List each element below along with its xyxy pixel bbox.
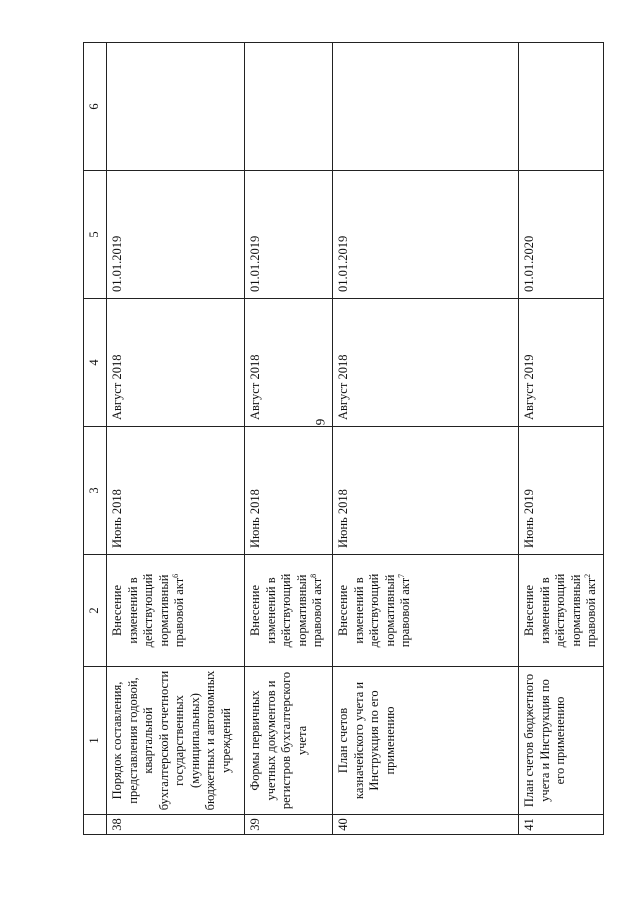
extra-cell: [519, 43, 604, 171]
table-row: [519, 43, 604, 835]
effective-date: 01.01.2019: [245, 171, 333, 299]
action-text: Внесение изменений в действующий нормативный правовой акт: [248, 573, 324, 648]
action-cell: [245, 555, 333, 667]
start-date: Июнь 2018: [107, 427, 245, 555]
header-cell-num: [84, 815, 107, 835]
start-date: Июнь 2018: [333, 427, 519, 555]
page-number: 9: [312, 418, 327, 426]
action-text: Внесение изменений в действующий нормативный правовой акт: [522, 573, 598, 648]
end-date: Август 2018: [333, 299, 519, 427]
document-name: Формы первичных учетных документов и регистров бухгалтерского учета: [245, 667, 333, 815]
extra-cell: [245, 43, 333, 171]
table-row: [107, 43, 245, 835]
header-cell-4: 4: [84, 299, 107, 427]
document-name: План счетов казначейского учета и Инструкция по его применению: [333, 667, 519, 815]
effective-date: 01.01.2020: [519, 171, 604, 299]
action-cell: [519, 555, 604, 667]
action-text: Внесение изменений в действующий нормативный правовой акт: [336, 573, 412, 648]
plan-table: [83, 42, 604, 835]
extra-cell: [107, 43, 245, 171]
document-name: План счетов бюджетного учета и Инструкция по его применению: [519, 667, 604, 815]
end-date: Август 2018: [107, 299, 245, 427]
footnote-ref: 2: [582, 573, 592, 578]
table-header-row: [84, 43, 107, 835]
action-text: Внесение изменений в действующий нормативный правовой акт: [110, 573, 186, 648]
footnote-ref: 7: [396, 573, 406, 578]
extra-cell: [333, 43, 519, 171]
footnote-ref: 8: [308, 573, 318, 578]
action-cell: [333, 555, 519, 667]
row-number: 38: [107, 815, 245, 835]
rotated-table: [83, 43, 598, 835]
rotated-table-frame: [83, 43, 598, 835]
table-row: [333, 43, 519, 835]
effective-date: 01.01.2019: [107, 171, 245, 299]
start-date: Июнь 2019: [519, 427, 604, 555]
row-number: 40: [333, 815, 519, 835]
footnote-ref: 6: [170, 573, 180, 578]
action-cell: [107, 555, 245, 667]
row-number: 39: [245, 815, 333, 835]
header-cell-3: 3: [84, 427, 107, 555]
end-date: Август 2018: [245, 299, 333, 427]
table-row: [245, 43, 333, 835]
effective-date: 01.01.2019: [333, 171, 519, 299]
header-cell-2: 2: [84, 555, 107, 667]
start-date: Июнь 2018: [245, 427, 333, 555]
header-cell-6: 6: [84, 43, 107, 171]
document-name: Порядок составления, представления годовой, квартальной бухгалтерской отчетности государственных (муниципальных) бюджетных и автономных учреждений: [107, 667, 245, 815]
end-date: Август 2019: [519, 299, 604, 427]
header-cell-1: 1: [84, 667, 107, 815]
row-number: 41: [519, 815, 604, 835]
header-cell-5: 5: [84, 171, 107, 299]
